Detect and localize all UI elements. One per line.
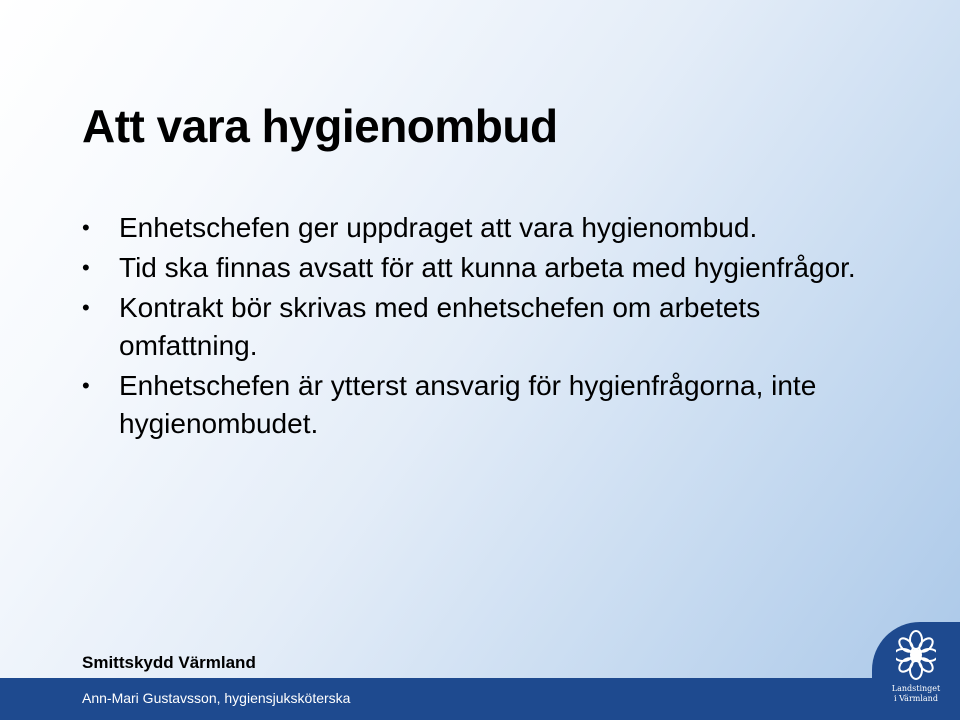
- logo-text-line1: Landstinget: [891, 684, 941, 693]
- bullet-item: [82, 367, 882, 443]
- bullet-marker: •: [82, 295, 90, 320]
- bullet-item: [82, 209, 882, 247]
- bullet-marker: •: [82, 215, 90, 240]
- logo: [872, 622, 960, 720]
- bullet-list: [82, 209, 882, 445]
- footer-band: [0, 678, 960, 720]
- footer-author: Ann-Mari Gustavsson, hygiensjuksköterska: [82, 690, 351, 706]
- bullet-marker: •: [82, 373, 90, 398]
- bullet-text: Kontrakt bör skrivas med enhetschefen om arbetets omfattning.: [119, 292, 761, 361]
- footer-organization: Smittskydd Värmland: [82, 653, 256, 672]
- logo-text-line2: i Värmland: [894, 694, 938, 703]
- bullet-text: Tid ska finnas avsatt för att kunna arbeta med hygienfrågor.: [119, 252, 856, 283]
- slide-title: Att vara hygienombud: [82, 100, 558, 152]
- bullet-text: Enhetschefen ger uppdraget att vara hygienombud.: [119, 212, 758, 243]
- bullet-marker: •: [82, 255, 90, 280]
- bullet-item: [82, 249, 882, 287]
- bullet-text: Enhetschefen är ytterst ansvarig för hygienfrågorna, inte hygienombudet.: [119, 370, 817, 439]
- flower-emblem-icon: [896, 630, 936, 680]
- bullet-item: [82, 289, 882, 365]
